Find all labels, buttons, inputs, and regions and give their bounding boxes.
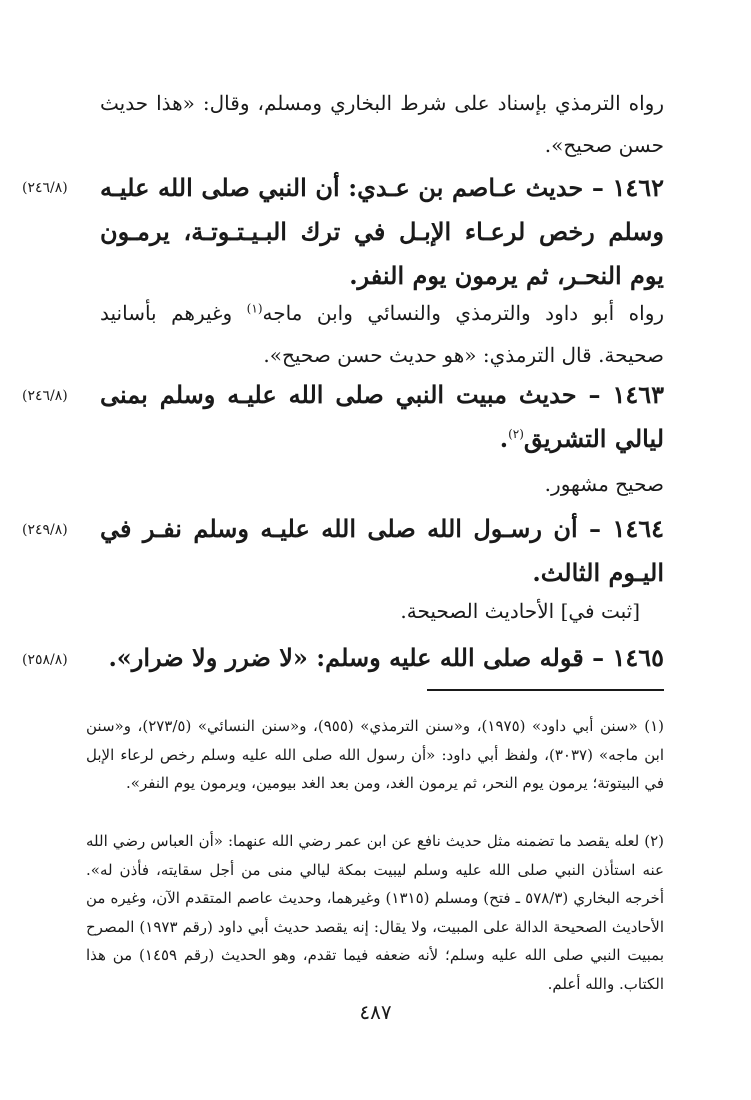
footnote-2 <box>86 827 664 998</box>
margin-reference: (٢٤٦/٨) <box>22 180 68 196</box>
hadith-number: ١٤٦٣ <box>612 380 664 409</box>
hadith-number: ١٤٦٢ <box>612 173 664 202</box>
paragraph-grading <box>100 463 664 505</box>
paragraph-sources <box>100 292 664 376</box>
hadith-text: – قوله صلى الله عليه وسلم: «لا ضرر ولا ضرار». <box>108 643 605 672</box>
hadith-1463 <box>100 373 664 461</box>
hadith-text: – أن رسـول الله صلى الله عليـه وسلم نفـر في اليـوم الثالث. <box>100 514 664 587</box>
paragraph-text: وغيرهم بأسانيد صحيحة. قال الترمذي: «هو حديث حسن صحيح». <box>100 301 664 367</box>
page-number: ٤٨٧ <box>359 1000 392 1024</box>
margin-reference: (٢٤٩/٨) <box>22 522 68 538</box>
paragraph-text: صحيح مشهور. <box>544 472 664 496</box>
footnote-text: (٢) لعله يقصد ما تضمنه مثل حديث نافع عن ابن عمر رضي الله عنهما: «أن العباس رضي الله عنه استأذن النبي صلى الله عليه وسلم ليبيت بمكة ليالي منى من أجل سقايته، فأذن له». أخرجه البخاري (٥٧٨/٣ ـ فتح) ومسلم (١٣١٥) وغيرهما، وحديث عاصم المتقدم الآن، وغيره من الأحاديث الصحيحة الدالة على المبيت، ولا يقال: إنه يقصد حديث أبي داود (رقم ١٩٧٣) المصرح بمبيت النبي صلى الله عليه وسلم؛ لأنه ضعفه فيما تقدم، وهو الحديث (رقم ١٤٥٩) من هذا الكتاب. والله أعلم. <box>86 832 664 993</box>
paragraph-text: رواه أبو داود والترمذي والنسائي وابن ماجه <box>262 301 665 325</box>
footnote-text: (١) «سنن أبي داود» (١٩٧٥)، و«سنن الترمذي» (٩٥٥)، و«سنن النسائي» (٢٧٣/٥)، و«سنن ابن ماجه» (٣٠٣٧)، ولفظ أبي داود: «أن رسول الله صلى الله عليه وسلم رخص لرعاء الإبل في البيتوتة؛ يرمون يوم النحر، ثم يرمون الغد، ومن بعد الغد بيومين، ويرمون يوم النفر». <box>86 717 664 792</box>
footnote-marker: (٢) <box>508 427 524 441</box>
hadith-1464 <box>100 507 664 595</box>
footnote-marker: (١) <box>246 301 263 316</box>
paragraph-tirmidhi-grading <box>100 82 664 166</box>
hadith-text: – حديث مبيت النبي صلى الله عليـه وسلم بمنى ليالي التشريق <box>100 380 664 453</box>
hadith-1465 <box>100 636 664 680</box>
footnote-1 <box>86 712 664 798</box>
hadith-number: ١٤٦٥ <box>612 643 664 672</box>
paragraph-established <box>100 590 640 632</box>
margin-reference: (٢٤٦/٨) <box>22 388 68 404</box>
hadith-period: . <box>499 424 509 453</box>
hadith-1462 <box>100 166 664 298</box>
margin-reference: (٢٥٨/٨) <box>22 652 68 668</box>
footnote-separator <box>427 689 664 691</box>
paragraph-text: [ثبت في] الأحاديث الصحيحة. <box>400 599 640 623</box>
hadith-text: – حديث عـاصم بن عـدي: أن النبي صلى الله عليـه وسلم رخص لرعـاء الإبـل في ترك البـيـتـوتـة، يرمـون يوم النحـر، ثم يرمون يوم النفر. <box>100 173 664 290</box>
hadith-number: ١٤٦٤ <box>612 514 664 543</box>
paragraph-text: رواه الترمذي بإسناد على شرط البخاري ومسلم، وقال: «هذا حديث حسن صحيح». <box>100 91 664 157</box>
